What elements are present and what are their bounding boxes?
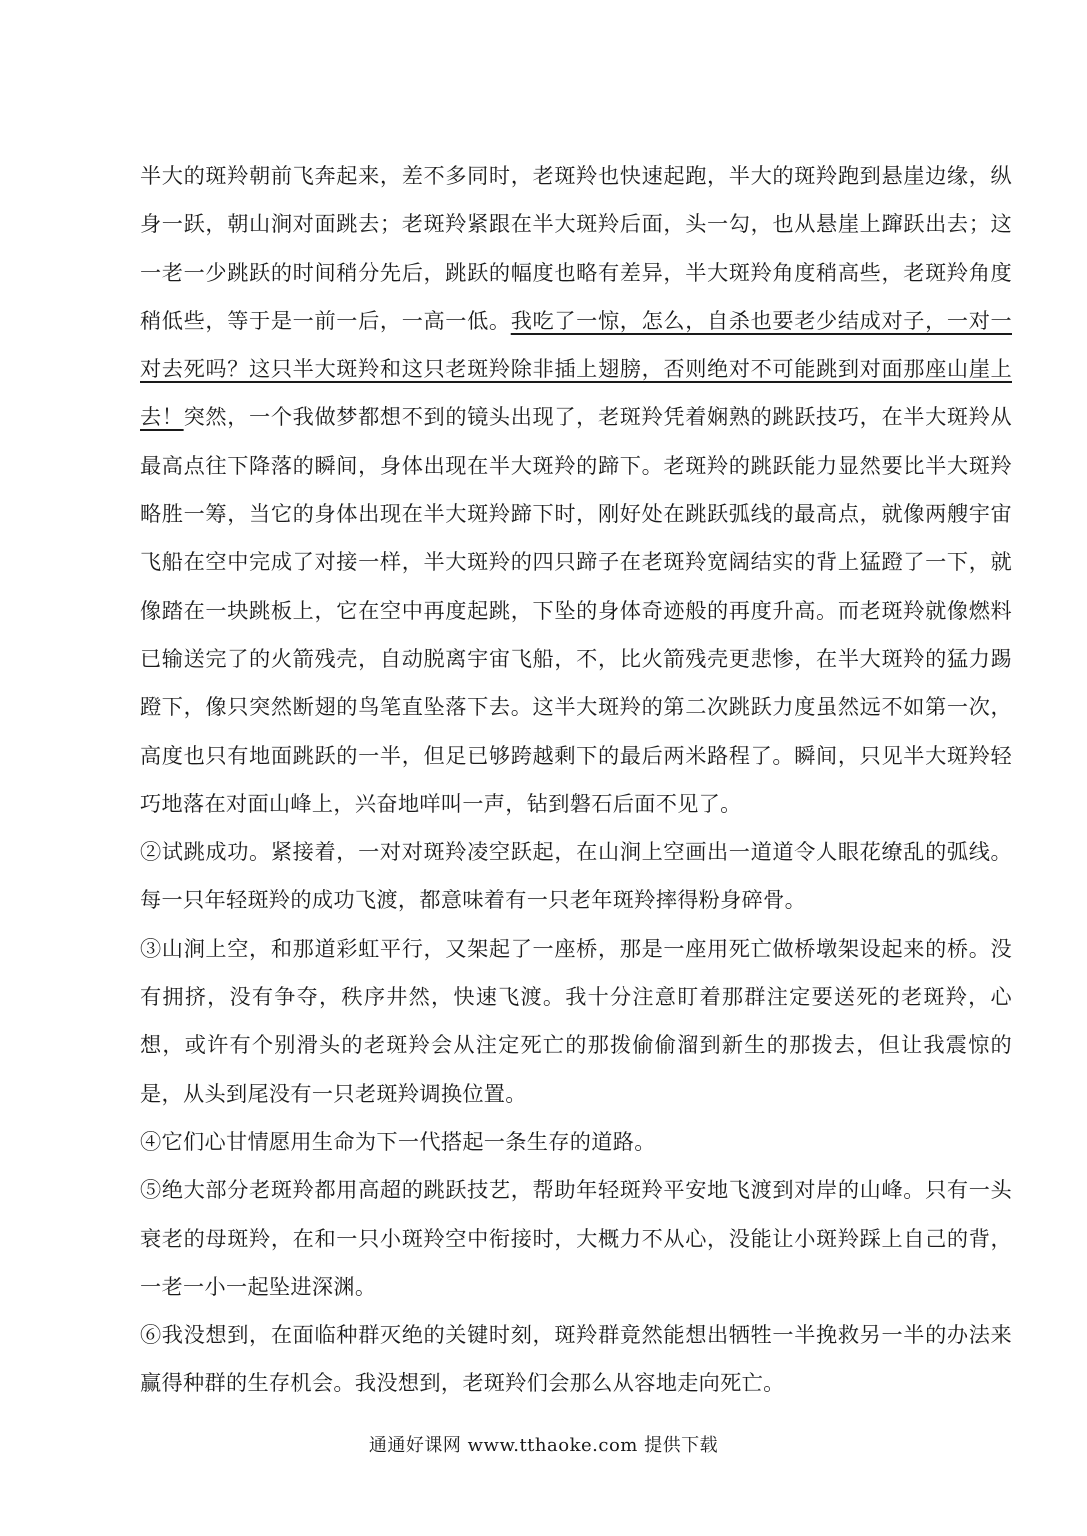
paragraph-1-after: 突然，一个我做梦都想不到的镜头出现了，老斑羚凭着娴熟的跳跃技巧，在半大斑羚从最高点往下降落的瞬间，身体出现在半大斑羚的蹄下。老斑羚的跳跃能力显然要比半大斑羚略胜一筹，当它的身体出现在半大斑羚蹄下时，刚好处在跳跃弧线的最高点，就像两艘宇宙飞船在空中完成了对接一样，半大斑羚的四只蹄子在老斑羚宽阔结实的背上猛蹬了一下，就像踏在一块跳板上，它在空中再度起跳，下坠的身体奇迹般的再度升高。而老斑羚就像燃料已输送完了的火箭残壳，自动脱离宇宙飞船，不，比火箭残壳更悲惨，在半大斑羚的猛力踢蹬下，像只突然断翅的鸟笔直坠落下去。这半大斑羚的第二次跳跃力度虽然远不如第一次，高度也只有地面跳跃的一半，但足已够跨越剩下的最后两米路程了。瞬间，只见半大斑羚轻巧地落在对面山峰上，兴奋地咩叫一声，钻到磐石后面不见了。 bbox=[140, 404, 1012, 816]
paragraph-4: ④它们心甘情愿用生命为下一代搭起一条生存的道路。 bbox=[140, 1128, 656, 1154]
paragraph-1 bbox=[140, 152, 1012, 828]
paragraph-1-before: 半大的斑羚朝前飞奔起来，差不多同时，老斑羚也快速起跑，半大的斑羚跑到悬崖边缘，纵身一跃，朝山涧对面跳去；老斑羚紧跟在半大斑羚后面，头一勾，也从悬崖上蹿跃出去；这一老一少跳跃的时间稍分先后，跳跃的幅度也略有差异，半大斑羚角度稍高些，老斑羚角度稍低些，等于是一前一后，一高一低。 bbox=[140, 163, 1012, 333]
paragraph-3: ③山涧上空，和那道彩虹平行，又架起了一座桥，那是一座用死亡做桥墩架设起来的桥。没有拥挤，没有争夺，秩序井然，快速飞渡。我十分注意盯着那群注定要送死的老斑羚，心想，或许有个别滑头的老斑羚会从注定死亡的那拨偷偷溜到新生的那拨去，但让我震惊的是，从头到尾没有一只老斑羚调换位置。 bbox=[140, 935, 1012, 1106]
underlined-sentence: 我吃了一惊，怎么，自杀也要老少结成对子，一对一对去死吗？这只半大斑羚和这只老斑羚除非插上翅膀，否则绝对不可能跳到对面那座山崖上去！ bbox=[140, 307, 1012, 430]
paragraph-6: ⑥我没想到，在面临种群灭绝的关键时刻，斑羚群竟然能想出牺牲一半挽救另一半的办法来赢得种群的生存机会。我没想到，老斑羚们会那么从容地走向死亡。 bbox=[140, 1322, 1012, 1396]
paragraph-2: ②试跳成功。紧接着，一对对斑羚凌空跃起，在山涧上空画出一道道令人眼花缭乱的弧线。每一只年轻斑羚的成功飞渡，都意味着有一只老年斑羚摔得粉身碎骨。 bbox=[140, 839, 1012, 913]
paragraph-5: ⑤绝大部分老斑羚都用高超的跳跃技艺，帮助年轻斑羚平安地飞渡到对岸的山峰。只有一头衰老的母斑羚，在和一只小斑羚空中衔接时，大概力不从心，没能让小斑羚踩上自己的背，一老一小一起坠进深渊。 bbox=[140, 1177, 1012, 1299]
document-body bbox=[140, 152, 1012, 1408]
page-footer: 通通好课网 www.tthaoke.com 提供下载 bbox=[368, 1435, 719, 1456]
